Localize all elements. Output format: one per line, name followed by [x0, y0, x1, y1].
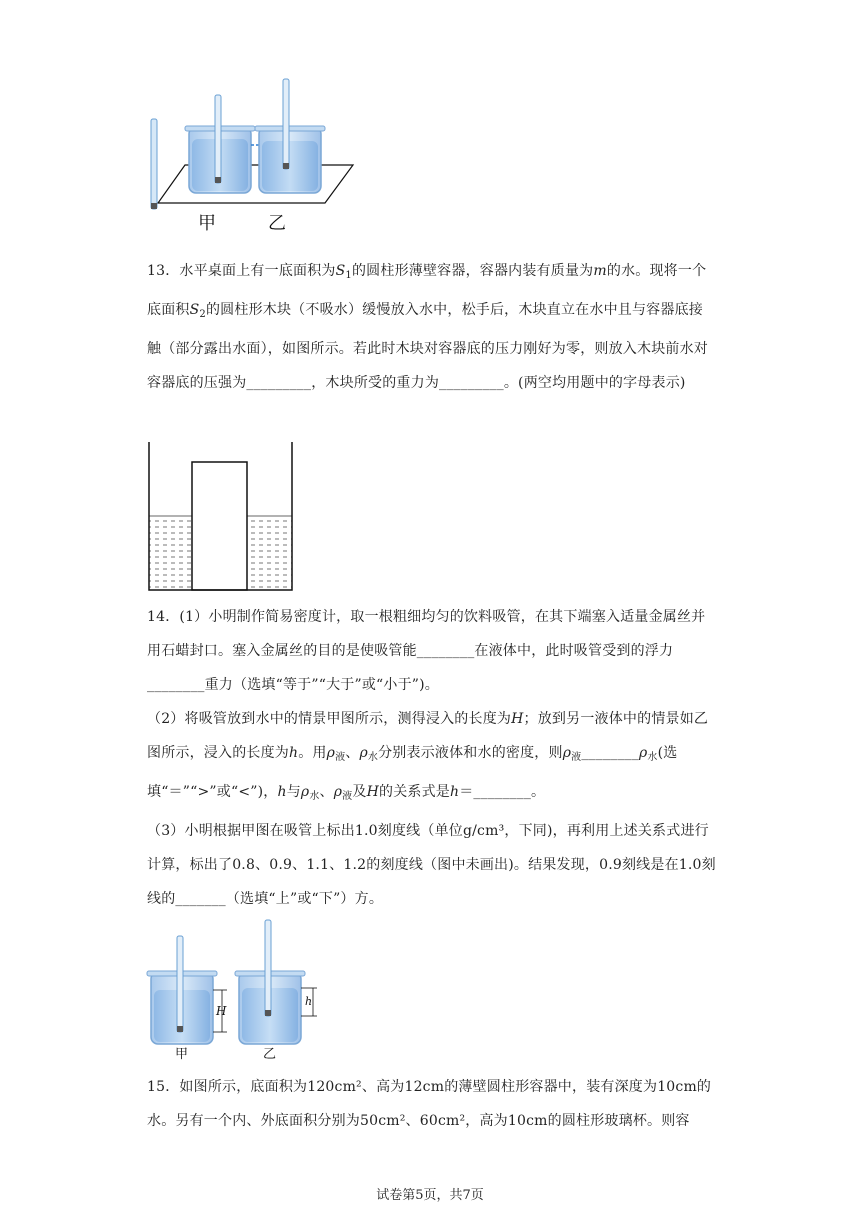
q15-text: 15．如图所示，底面积为120cm²、高为12cm的薄壁圆柱形容器中，装有深度为10cm的水。另有一个内、外底面积分别为50cm²、60cm²，高为10cm的圆柱形玻璃杯。则容 — [147, 1079, 712, 1129]
q14-part-2: （2）将吸管放到水中的情景甲图所示，测得浸入的长度为H；放到另一液体中的情景如乙图所示，浸入的长度为h。用$\rho_液$、$\rho_水$分别表示液体和水的密度，则$\rho_液\_\_\_\_\_\_\_\_\rho_水$(选填“＝”“>”或“<”)，h与$\rho_水$、$\rho_液$及H的关系式是h＝________。 — [147, 711, 709, 802]
label-jia: 甲 — [198, 213, 216, 234]
figure-container-block — [146, 440, 296, 595]
tabletop — [158, 165, 353, 203]
figure-density-meter — [145, 912, 335, 1062]
wooden-block — [192, 462, 247, 590]
question-13: 13．水平桌面上有一底面积为$S_1$的圆柱形薄壁容器，容器内装有质量为m的水。现将一个底面积$S_2$的圆柱形木块（不吸水）缓慢放入水中，松手后，木块直立在水中且与容器底接触（部分露出水面），如图所示。若此时木块对容器底的压力刚好为零，则放入木块前水对容器底的压强为_________，木块所受的重力为_________。(两空均用题中的字母表示) — [147, 263, 708, 391]
page-footer: 试卷第5页，共7页 — [376, 1188, 484, 1203]
label-jia-q14: 甲 — [175, 1047, 189, 1062]
label-h: h — [305, 995, 313, 1008]
question-15 — [147, 1070, 717, 1138]
question-14 — [147, 600, 717, 916]
water-left — [149, 516, 192, 590]
beaker-jia — [185, 95, 255, 193]
label-yi: 乙 — [268, 213, 286, 234]
q14-part-1: 14．(1）小明制作简易密度计，取一根粗细均匀的饮料吸管，在其下端塞入适量金属丝并用石蜡封口。塞入金属丝的目的是使吸管能________在液体中，此时吸管受到的浮力________重力（选填“等于”“大于”或“小于”)。 — [147, 609, 706, 693]
label-H: H — [216, 1004, 227, 1018]
beaker-yi — [255, 79, 325, 193]
q14-blank-formula[interactable]: ＝________。 — [459, 784, 546, 800]
straw-jia — [215, 95, 221, 183]
loose-straw — [151, 119, 157, 209]
q13-number: 13． — [147, 263, 180, 279]
q13-blank-2[interactable]: _________ — [439, 375, 504, 391]
q13-blank-1[interactable]: _________ — [246, 375, 312, 391]
water-right — [247, 516, 292, 590]
q14-part-3: （3）小明根据甲图在吸管上标出1.0刻度线（单位g/cm³，下同)，再利用上述关系式进行计算，标出了0.8、0.9、1.1、1.2的刻度线（图中未画出)。结果发现，0.9刻线是在1.0刻线的_______（选填“上”或“下”）方。 — [147, 823, 716, 907]
figure-beakers-top — [140, 75, 370, 240]
q14-blank-compare[interactable]: ________ — [581, 745, 639, 761]
straw-jia-q14 — [177, 936, 183, 1032]
beaker-jia-q14 — [147, 936, 227, 1044]
label-yi-q14: 乙 — [263, 1047, 277, 1062]
beaker-yi-q14 — [235, 920, 317, 1044]
straw-yi-q14 — [265, 920, 271, 1016]
straw-yi — [283, 79, 289, 169]
